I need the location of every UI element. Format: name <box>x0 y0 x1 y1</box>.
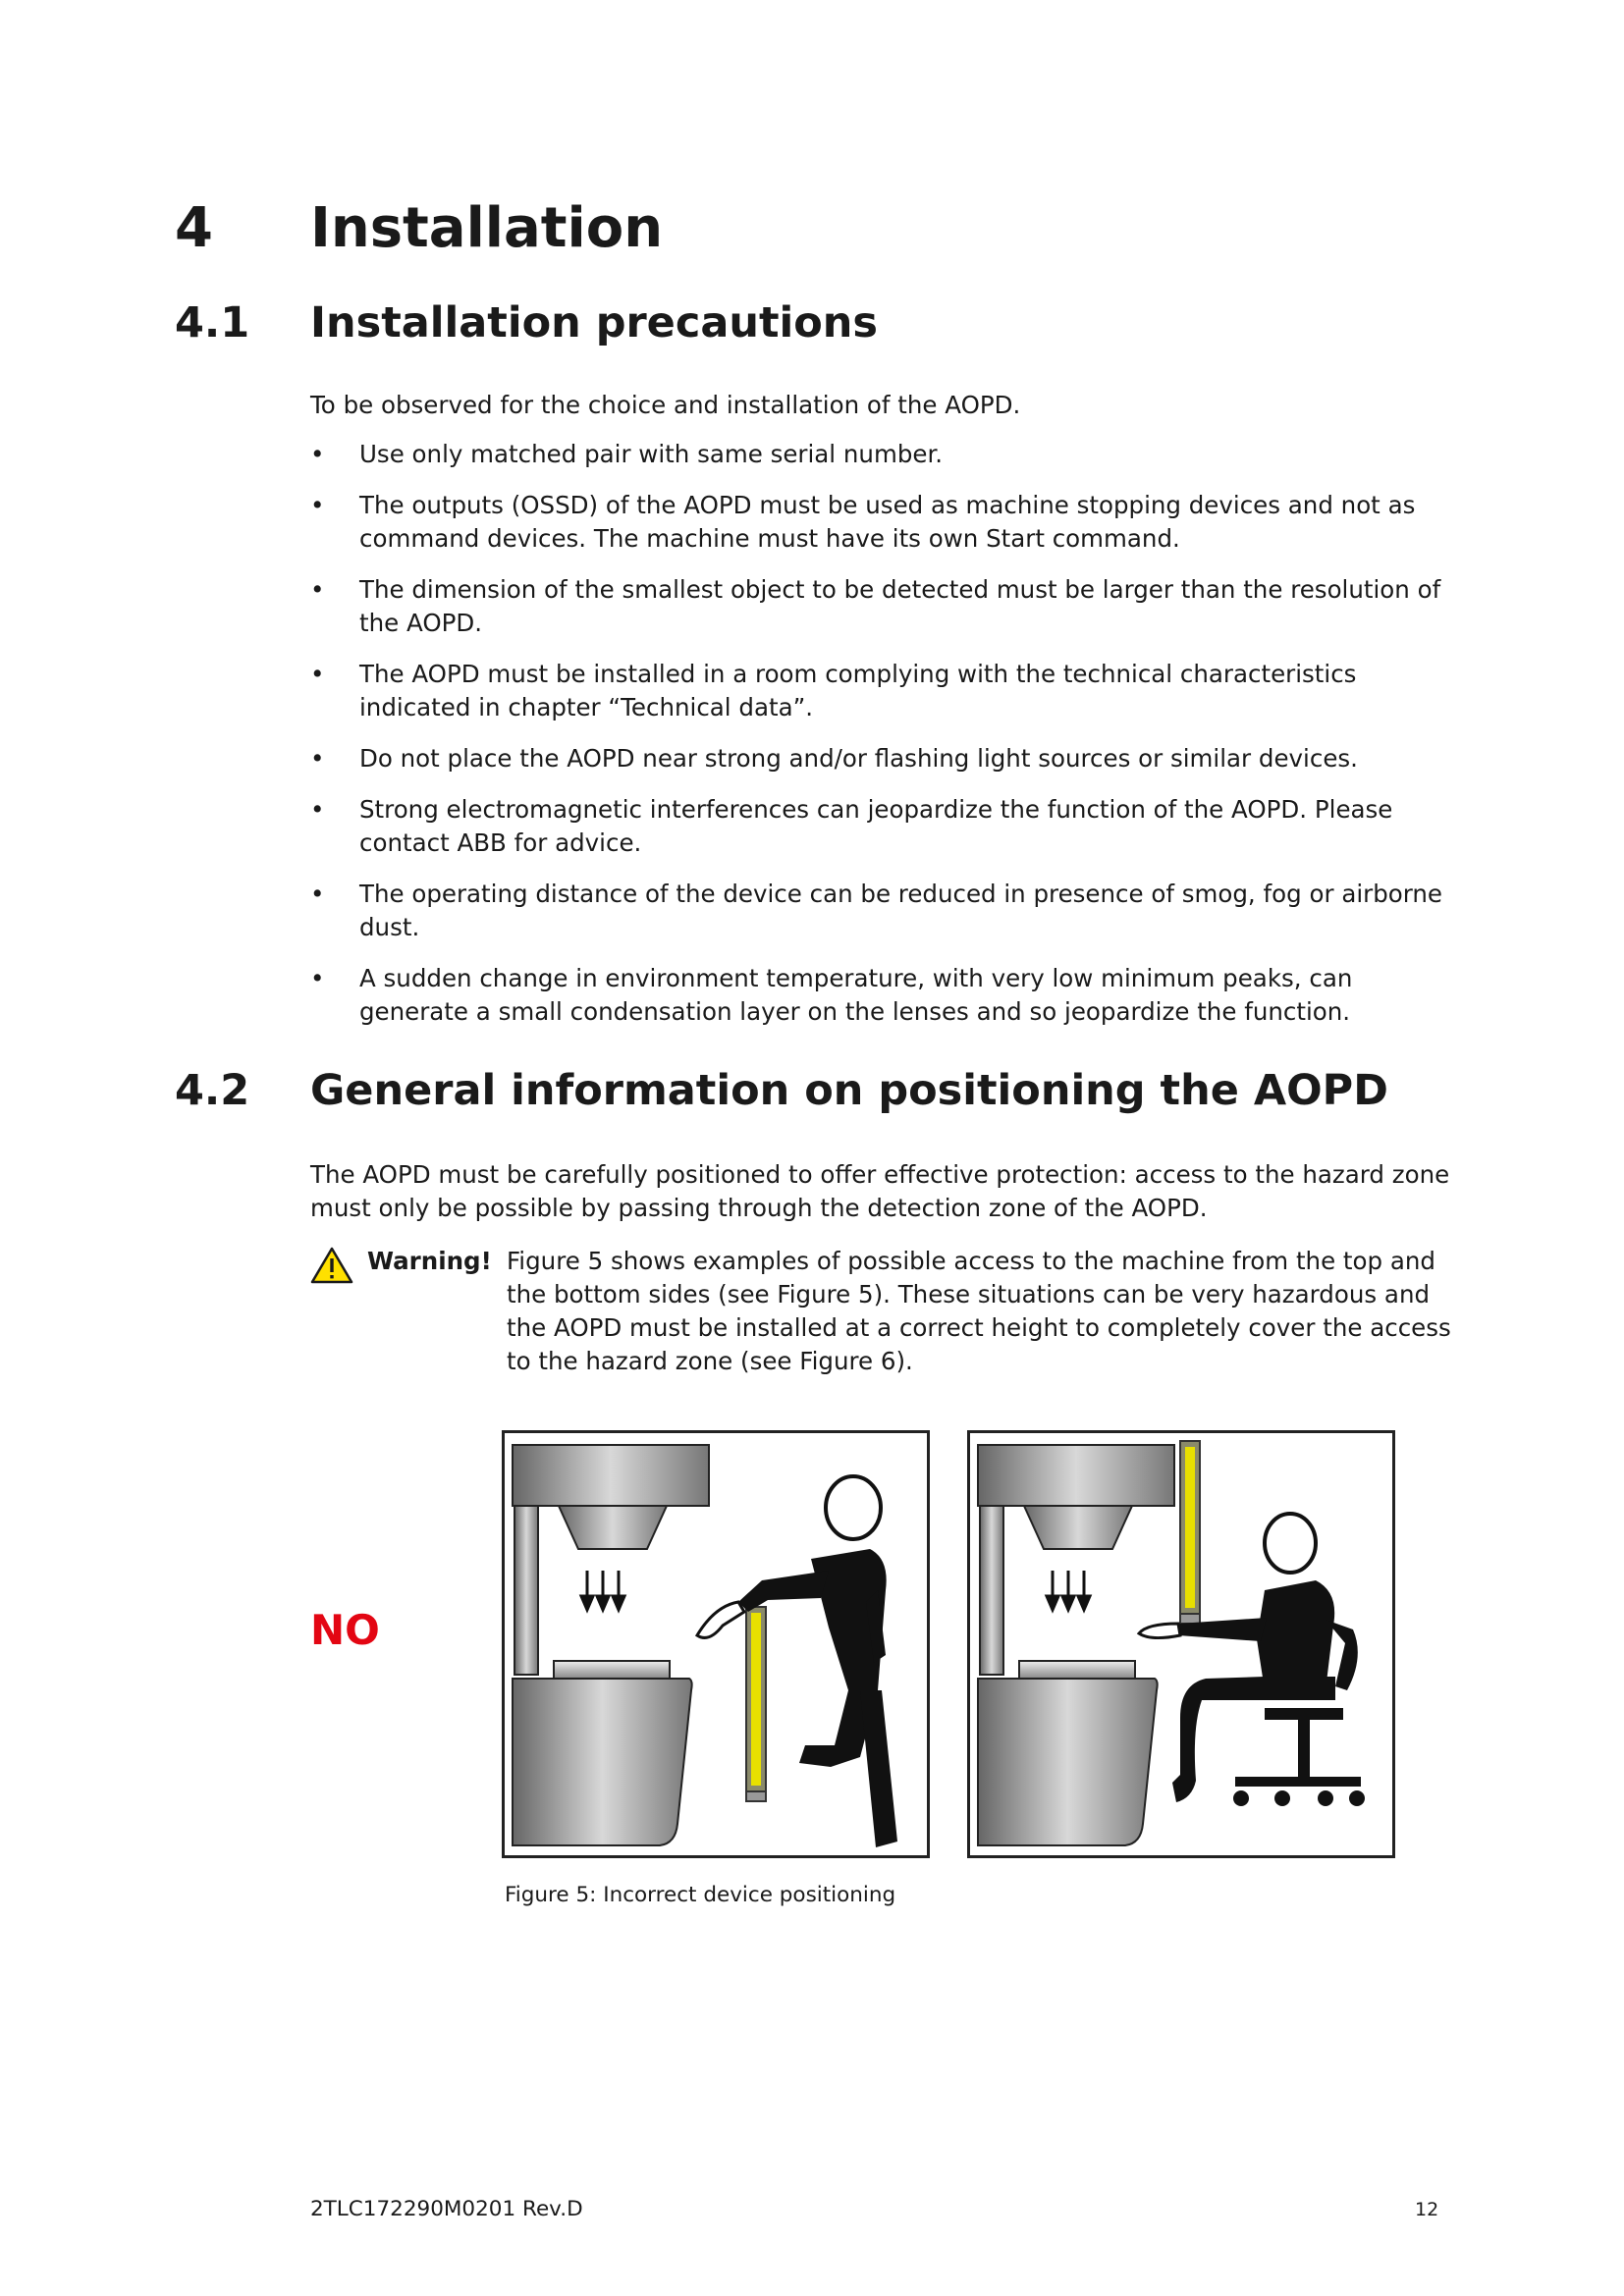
torso <box>1257 1580 1334 1690</box>
bullet-icon: • <box>310 440 325 468</box>
bullet-icon: • <box>310 491 325 519</box>
hand <box>697 1602 744 1637</box>
chair-wheel <box>1233 1790 1249 1806</box>
list-item-text: The outputs (OSSD) of the AOPD must be used as machine stopping devices and not as command devices. The machine must have its own Start command. <box>359 491 1416 553</box>
list-item <box>310 878 1469 944</box>
list-item <box>310 438 1469 471</box>
verdict-label: NO <box>310 1606 380 1654</box>
list-item-text: Use only matched pair with same serial number. <box>359 440 944 468</box>
list-item-text: The AOPD must be installed in a room complying with the technical characteristics indicated in chapter “Technical data”. <box>359 660 1357 721</box>
light-curtain-base <box>746 1791 766 1801</box>
bullet-icon: • <box>310 575 325 604</box>
list-item <box>310 658 1469 724</box>
list-item <box>310 962 1469 1029</box>
list-item-text: A sudden change in environment temperature, with very low minimum peaks, can generate a small condensation layer on the lenses and so jeopardize the function. <box>359 964 1353 1026</box>
person-figure <box>697 1476 897 1847</box>
figure-reach-under <box>967 1430 1395 1858</box>
list-item-text: The dimension of the smallest object to be detected must be larger than the resolution of the AOPD. <box>359 575 1441 637</box>
bullet-icon: • <box>310 660 325 688</box>
arrow-down-icon <box>1047 1571 1090 1610</box>
person-seated-figure <box>1139 1514 1365 1806</box>
chair-stem <box>1298 1720 1310 1779</box>
machine-press <box>559 1506 667 1549</box>
section-number: 4.2 <box>175 1066 250 1115</box>
section-number: 4.1 <box>175 298 250 347</box>
light-curtain-base <box>1180 1614 1200 1624</box>
arm <box>738 1571 829 1612</box>
chapter-number: 4 <box>175 196 213 260</box>
reach-under-illustration <box>970 1433 1392 1855</box>
workpiece <box>1019 1661 1135 1679</box>
chair-seat <box>1265 1708 1343 1720</box>
machine-press <box>1024 1506 1132 1549</box>
section-title: General information on positioning the AOPD <box>310 1066 1388 1115</box>
machine-column <box>980 1506 1003 1675</box>
bullet-icon: • <box>310 880 325 908</box>
chair-wheel <box>1318 1790 1333 1806</box>
chapter-title: Installation <box>310 196 664 260</box>
warning-text: Figure 5 shows examples of possible access to the machine from the top and the bottom sides (see Figure 5). These situations can be very hazardous and the AOPD must be installed at a correct height to completely cover the access to the hazard zone (see Figure 6). <box>507 1247 1451 1375</box>
workpiece <box>554 1661 670 1679</box>
section-intro: To be observed for the choice and installation of the AOPD. <box>310 391 1021 419</box>
bullet-icon: • <box>310 964 325 992</box>
list-item <box>310 489 1469 556</box>
section-title: Installation precautions <box>310 298 879 347</box>
warning-triangle-icon <box>310 1247 353 1284</box>
leg-back <box>860 1690 897 1847</box>
head <box>826 1476 881 1539</box>
bullet-icon: • <box>310 795 325 824</box>
chair-wheel <box>1349 1790 1365 1806</box>
machine-head <box>513 1445 709 1506</box>
hand <box>1139 1624 1180 1638</box>
list-item <box>310 793 1469 860</box>
footer-document-id: 2TLC172290M0201 Rev.D <box>310 2197 583 2221</box>
footer-page-number: 12 <box>1415 2199 1439 2220</box>
machine-column <box>514 1506 538 1675</box>
arrow-down-icon <box>581 1571 624 1610</box>
chair-wheel <box>1274 1790 1290 1806</box>
chair-base <box>1235 1777 1361 1787</box>
section-intro: The AOPD must be carefully positioned to offer effective protection: access to the hazard zone must only be possible by passing through the detection zone of the AOPD. <box>310 1160 1450 1222</box>
list-item-text: Do not place the AOPD near strong and/or flashing light sources or similar devices. <box>359 744 1358 773</box>
precautions-list <box>310 438 1469 1046</box>
machine-base <box>978 1679 1158 1845</box>
list-item <box>310 742 1469 775</box>
reach-over-illustration <box>505 1433 927 1855</box>
light-curtain-beam <box>751 1613 761 1786</box>
list-item <box>310 573 1469 640</box>
head <box>1265 1514 1316 1573</box>
machine-base <box>513 1679 692 1845</box>
warning-label: Warning! <box>367 1247 492 1275</box>
figure-caption: Figure 5: Incorrect device positioning <box>505 1883 896 1907</box>
list-item-text: The operating distance of the device can be reduced in presence of smog, fog or airborne dust. <box>359 880 1442 941</box>
list-item-text: Strong electromagnetic interferences can jeopardize the function of the AOPD. Please contact ABB for advice. <box>359 795 1393 857</box>
light-curtain-beam <box>1185 1447 1195 1608</box>
machine-head <box>978 1445 1174 1506</box>
bullet-icon: • <box>310 744 325 773</box>
figure-reach-over <box>502 1430 930 1858</box>
